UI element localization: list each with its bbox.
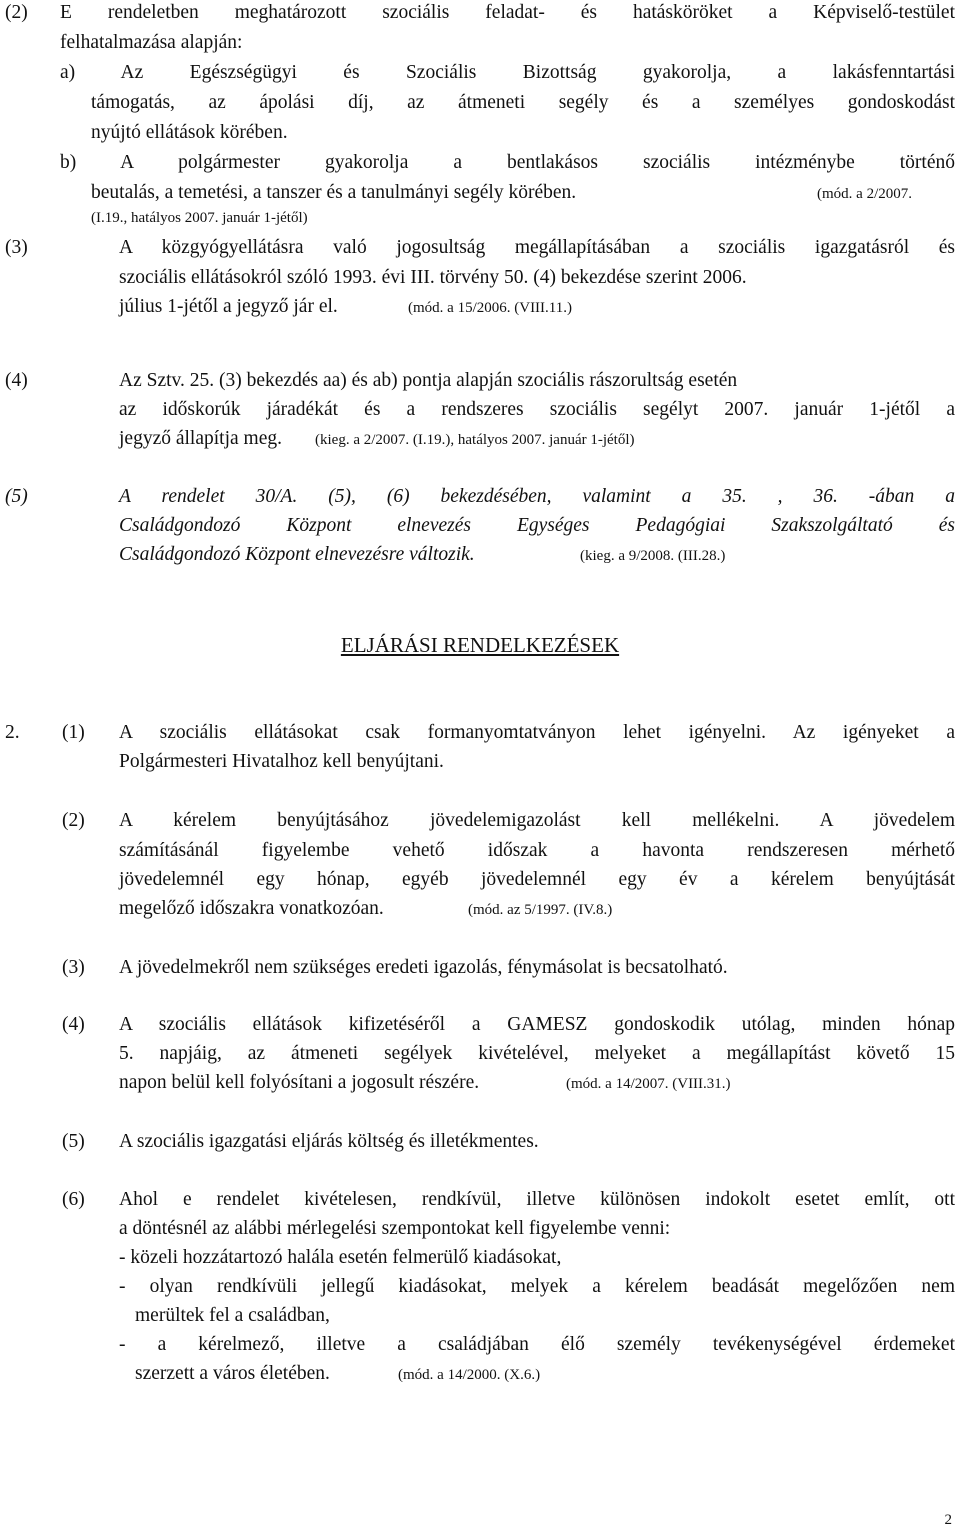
amendment-note: (mód. a 14/2007. (VIII.31.) [566,1076,731,1092]
section-heading: ELJÁRÁSI RENDELKEZÉSEK [340,633,620,657]
amendment-note: (mód. a 2/2007. [817,186,912,202]
paragraph-text: Polgármesteri Hivatalhoz kell benyújtani. [119,751,444,772]
paragraph-label: (3) [62,957,85,978]
list-item-b: b) A polgármester gyakorolja a bentlakásos szociális intézménybe történő [60,152,955,173]
list-item: merültek fel a családban, [135,1305,330,1326]
paragraph-text: A szociális ellátásokat csak formanyomtatványon lehet igényelni. Az igényeket a [119,722,955,743]
paragraph-label: (5) [5,486,28,507]
amendment-note: (mód. a 15/2006. (VIII.11.) [408,300,572,316]
paragraph-text: A jövedelmekről nem szükséges eredeti igazolás, fénymásolat is becsatolható. [119,957,728,978]
paragraph-label: (3) [5,237,28,258]
paragraph-text: Az Sztv. 25. (3) bekezdés aa) és ab) pontja alapján szociális rászorultság esetén [119,370,738,391]
amendment-note: (kieg. a 2/2007. (I.19.), hatályos 2007. január 1-jétől) [315,432,635,448]
amendment-note: (kieg. a 9/2008. (III.28.) [580,548,726,564]
paragraph-label: (4) [62,1014,85,1035]
list-item-a: támogatás, az ápolási díj, az átmeneti segély és a személyes gondoskodást [91,92,955,113]
amendment-note: (mód. a 14/2000. (X.6.) [398,1367,541,1383]
list-item: szerzett a város életében. [135,1363,330,1384]
amendment-note: (I.19., hatályos 2007. január 1-jétől) [91,210,308,226]
paragraph-text: Ahol e rendelet kivételesen, rendkívül, illetve különösen indokolt esetet említ, ott [119,1189,955,1210]
paragraph-text: az időskorúk járadékát és a rendszeres szociális segélyt 2007. január 1-jétől a [119,399,955,420]
paragraph-text: 5. napjáig, az átmeneti segélyek kivételével, melyeket a megállapítást követő 15 [119,1043,955,1064]
list-item-a: nyújtó ellátások körében. [91,122,288,143]
paragraph-text: jövedelemnél egy hónap, egyéb jövedelemnél egy év a kérelem benyújtását [119,869,955,890]
paragraph-text: felhatalmazása alapján: [60,32,243,53]
page-number: 2 [944,1512,952,1528]
paragraph-text: A rendelet 30/A. (5), (6) bekezdésében, valamint a 35. , 36. -ában a [119,486,955,507]
paragraph-text: A szociális ellátások kifizetéséről a GAMESZ gondoskodik utólag, minden hónap [119,1014,955,1035]
list-item: - olyan rendkívüli jellegű kiadásokat, melyek a kérelem beadását megelőzően nem [119,1276,955,1297]
amendment-note: (mód. az 5/1997. (IV.8.) [468,902,613,918]
list-item-a: a) Az Egészségügyi és Szociális Bizottság gyakorolja, a lakásfenntartási [60,62,955,83]
paragraph-label: (2) [5,2,28,23]
paragraph-label: (5) [62,1131,85,1152]
section-number: 2. [5,722,20,743]
paragraph-text: szociális ellátásokról szóló 1993. évi III. törvény 50. (4) bekezdése szerint 2006. [119,267,747,288]
paragraph-text: számításánál figyelembe vehető időszak a havonta rendszeresen mérhető [119,840,955,861]
paragraph-text: A kérelem benyújtásához jövedelemigazolást kell mellékelni. A jövedelem [119,810,955,831]
paragraph-text: E rendeletben meghatározott szociális feladat- és hatásköröket a Képviselő-testület [60,2,955,23]
list-item: - a kérelmező, illetve a családjában élő személy tevékenységével érdemeket [119,1334,955,1355]
paragraph-text: napon belül kell folyósítani a jogosult részére. [119,1072,480,1093]
paragraph-label: (2) [62,810,85,831]
paragraph-label: (4) [5,370,28,391]
list-item: - közeli hozzátartozó halála esetén felmerülő kiadásokat, [119,1247,562,1268]
paragraph-label: (1) [62,722,85,743]
paragraph-text: a döntésnél az alábbi mérlegelési szempontokat kell figyelembe venni: [119,1218,671,1239]
paragraph-text: megelőző időszakra vonatkozóan. [119,898,384,919]
paragraph-text: jegyző állapítja meg. [119,428,282,449]
paragraph-text: július 1-jétől a jegyző jár el. [119,296,338,317]
paragraph-text: A szociális igazgatási eljárás költség és illetékmentes. [119,1131,539,1152]
paragraph-label: (6) [62,1189,85,1210]
paragraph-text: A közgyógyellátásra való jogosultság megállapításában a szociális igazgatásról és [119,237,955,258]
list-item-b: beutalás, a temetési, a tanszer és a tanulmányi segély körében. [91,182,577,203]
paragraph-text: Családgondozó Központ elnevezésre változik. [119,544,475,565]
paragraph-text: Családgondozó Központ elnevezés Egységes Pedagógiai Szakszolgáltató és [119,515,955,536]
